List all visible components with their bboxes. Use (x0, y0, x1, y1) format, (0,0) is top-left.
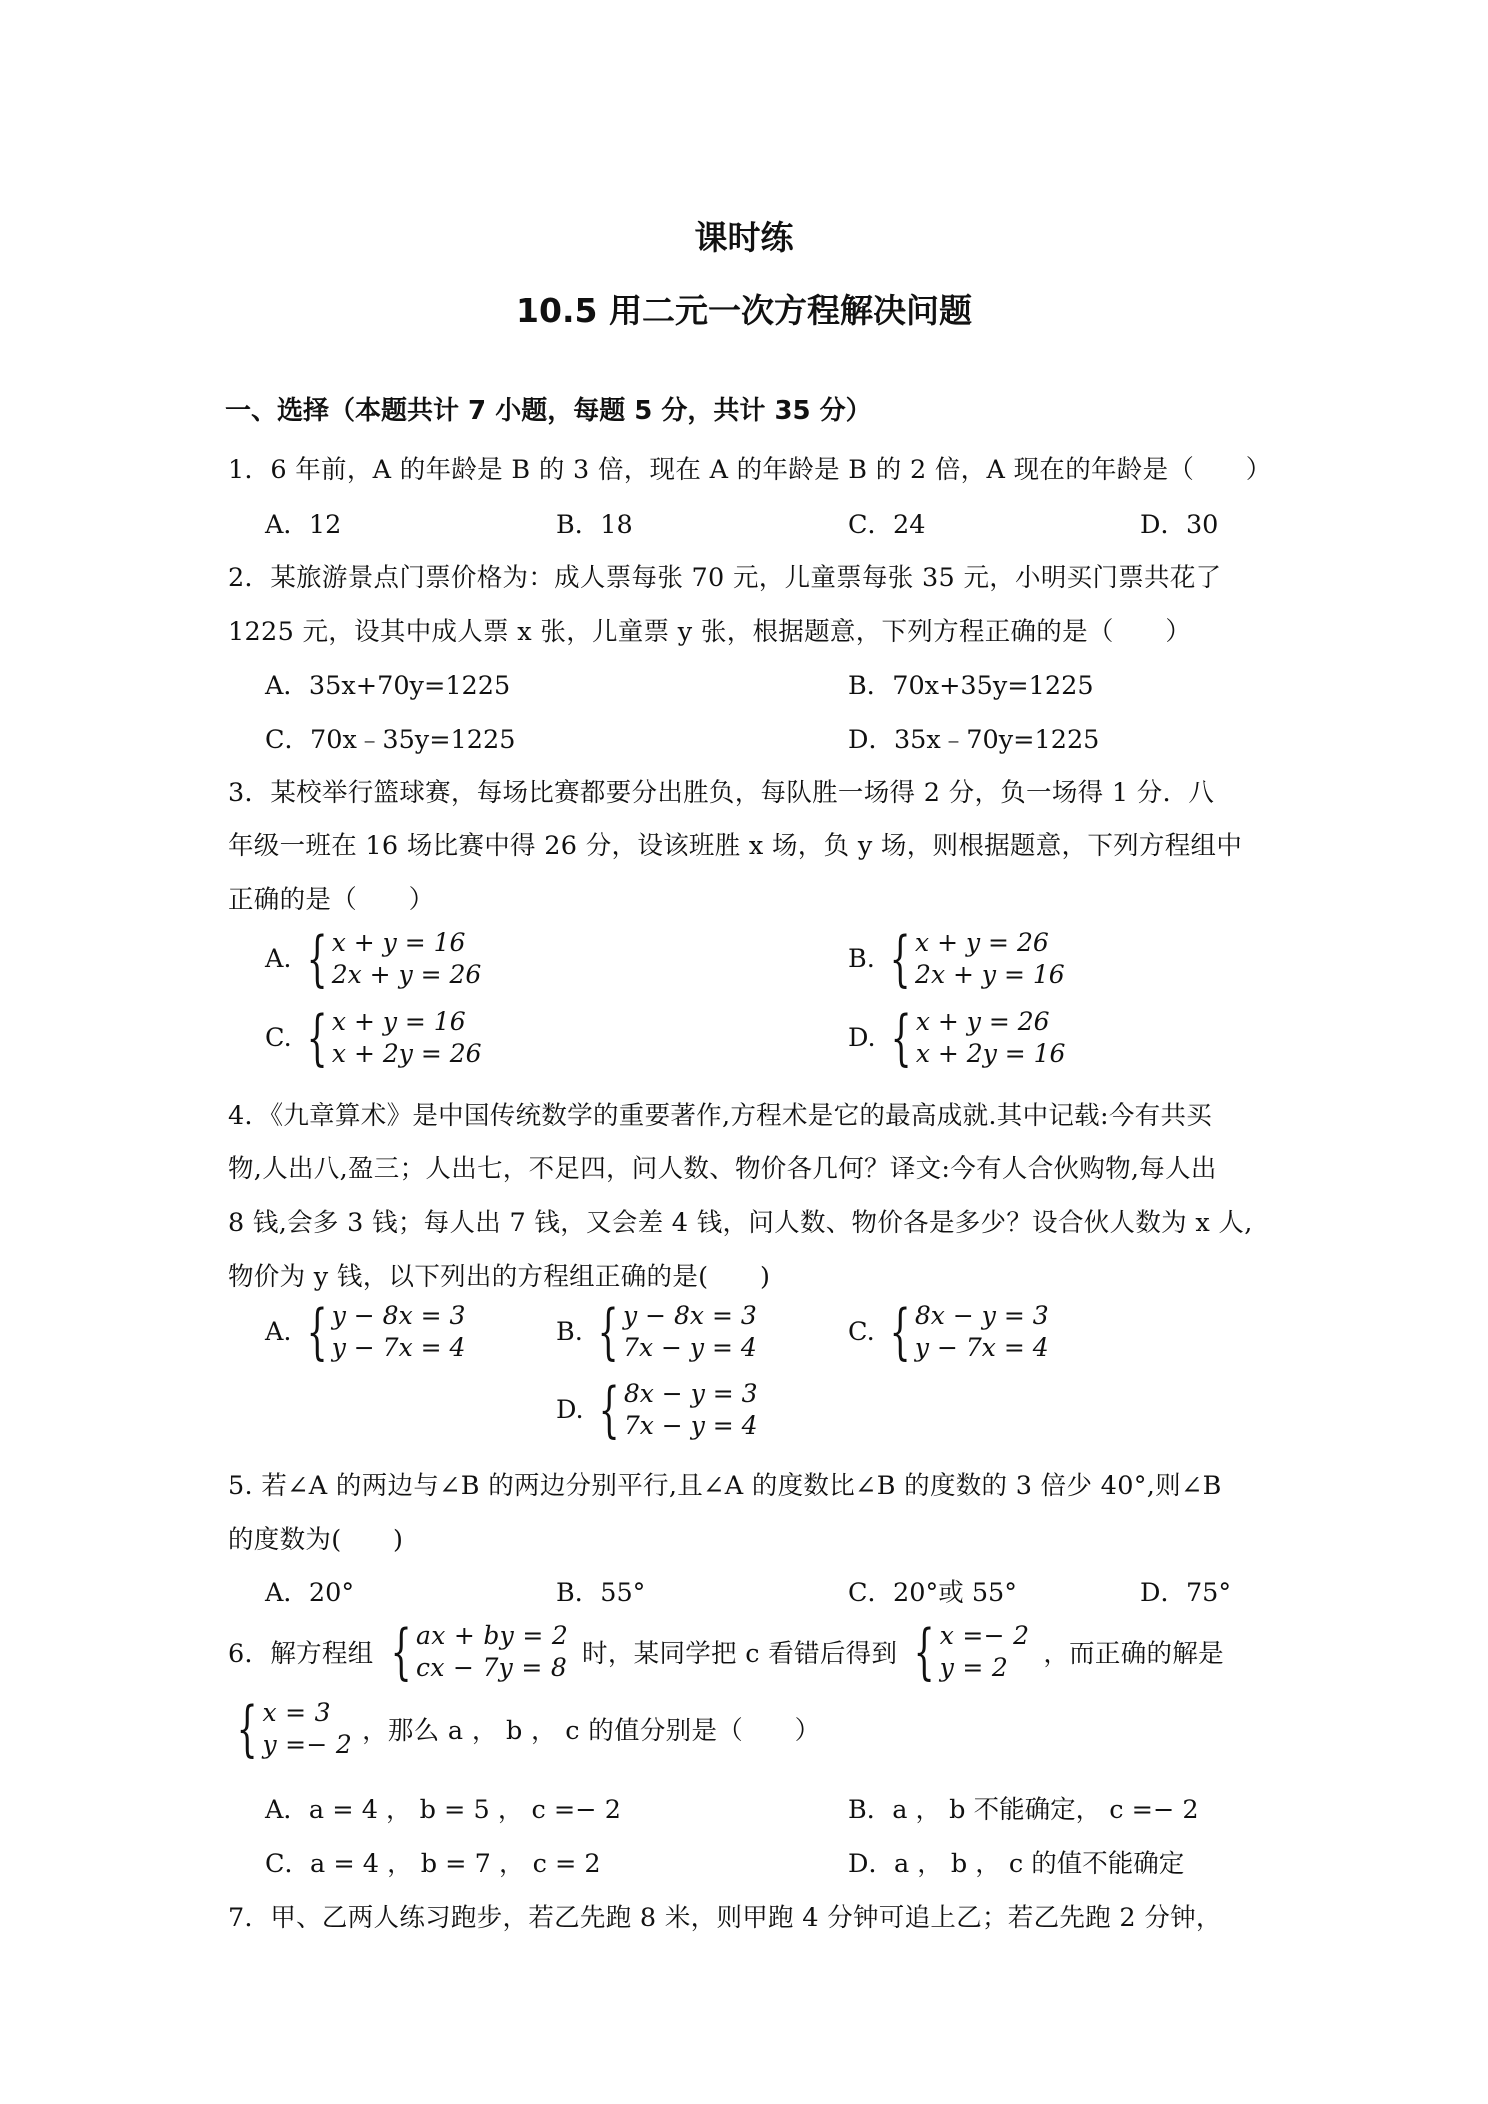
question-4-line-4: 物价为 y 钱，以下列出的方程组正确的是( ) (228, 1262, 771, 1292)
question-3-line-1: 3．某校举行篮球赛，每场比赛都要分出胜负，每队胜一场得 2 分，负一场得 1 分．八 (228, 778, 1215, 808)
brace-icon: { (236, 1694, 258, 1764)
brace-icon: { (598, 1375, 620, 1445)
question-5-option-d: D．75° (1140, 1578, 1232, 1608)
question-3-line-2: 年级一班在 16 场比赛中得 26 分，设该班胜 x 场，负 y 场，则根据题意，下列方程组中 (228, 831, 1243, 861)
question-3-option-c (265, 1003, 482, 1073)
option-label: C. (848, 1317, 875, 1347)
equation: x + 2y = 26 (331, 1039, 482, 1068)
option-label: B. (848, 944, 875, 974)
brace-icon: { (889, 924, 911, 994)
equation: 2x + y = 16 (915, 960, 1065, 989)
question-2-line-2: 1225 元，设其中成人票 x 张，儿童票 y 张，根据题意，下列方程正确的是（ ） (228, 617, 1192, 647)
brace-icon: { (889, 1297, 911, 1367)
question-2-option-c: C．70x﹣35y=1225 (265, 725, 516, 755)
question-6-option-d: D．a ， b ， c 的值不能确定 (848, 1849, 1185, 1879)
brace-icon: { (306, 924, 328, 994)
page-subtitle: 10.5 用二元一次方程解决问题 (516, 291, 972, 330)
equation: y = 2 (939, 1653, 1009, 1682)
question-3-line-3: 正确的是（ ） (228, 885, 435, 915)
question-2-option-d: D．35x﹣70y=1225 (848, 725, 1100, 755)
equation: y − 8x = 3 (331, 1301, 466, 1330)
brace-icon: { (306, 1003, 328, 1073)
equation: 7x − y = 4 (623, 1411, 758, 1440)
question-6-option-a: A．a = 4 ， b = 5 ， c =− 2 (265, 1795, 621, 1825)
equation: x + y = 16 (331, 928, 466, 957)
equation: x =− 2 (939, 1621, 1030, 1650)
question-6-option-c: C．a = 4 ， b = 7 ， c = 2 (265, 1849, 601, 1879)
question-4-line-1: 4．《九章算术》是中国传统数学的重要著作,方程术是它的最高成就.其中记载:今有共买 (228, 1101, 1213, 1131)
equation: x + y = 26 (915, 1007, 1050, 1036)
equation: 8x − y = 3 (914, 1301, 1049, 1330)
brace-icon: { (306, 1297, 328, 1367)
question-2-option-a: A．35x+70y=1225 (265, 671, 511, 701)
question-5-option-a: A．20° (265, 1578, 355, 1608)
question-1-text: 1．6 年前，A 的年龄是 B 的 3 倍，现在 A 的年龄是 B 的 2 倍，A 现在的年龄是（ ） (228, 455, 1272, 485)
question-6-suffix: ，而正确的解是 (1043, 1639, 1224, 1669)
equation: y − 7x = 4 (331, 1333, 466, 1362)
option-label: B. (556, 1317, 583, 1347)
equation: y =− 2 (262, 1730, 353, 1759)
equation: x + y = 16 (331, 1007, 466, 1036)
question-2-line-1: 2．某旅游景点门票价格为：成人票每张 70 元，儿童票每张 35 元，小明买门票共花了 (228, 563, 1222, 593)
question-1-option-a: A．12 (265, 510, 342, 540)
question-6-prefix: 6．解方程组 (228, 1639, 374, 1669)
question-6-option-b: B．a ， b 不能确定， c =− 2 (848, 1795, 1199, 1825)
question-6-mid: 时，某同学把 c 看错后得到 (582, 1639, 898, 1669)
brace-icon: { (913, 1617, 936, 1687)
question-4-option-b (556, 1297, 757, 1367)
question-6-line-2 (228, 1694, 821, 1764)
question-3-option-d (848, 1003, 1066, 1073)
option-label: C. (265, 1023, 292, 1053)
equation: cx − 7y = 8 (416, 1653, 568, 1682)
question-3-option-a (265, 924, 482, 994)
question-4-option-a (265, 1297, 466, 1367)
question-1-option-b: B．18 (556, 510, 633, 540)
section-heading: 一、选择（本题共计 7 小题，每题 5 分，共计 35 分） (225, 396, 872, 426)
question-1-option-d: D．30 (1140, 510, 1219, 540)
equation: x + 2y = 16 (915, 1039, 1066, 1068)
question-4-line-2: 物,人出八,盈三；人出七，不足四，问人数、物价各几何？译文:今有人合伙购物,每人出 (228, 1154, 1217, 1184)
option-label: D. (556, 1395, 584, 1425)
question-2-option-b: B．70x+35y=1225 (848, 671, 1094, 701)
option-label: A. (265, 944, 292, 974)
equation: 2x + y = 26 (331, 960, 482, 989)
equation: y − 7x = 4 (914, 1333, 1049, 1362)
question-6-line-1 (228, 1617, 1224, 1687)
question-5-option-b: B．55° (556, 1578, 646, 1608)
question-7-line-1: 7．甲、乙两人练习跑步，若乙先跑 8 米，则甲跑 4 分钟可追上乙；若乙先跑 2 分钟， (228, 1903, 1222, 1933)
question-3-option-b (848, 924, 1065, 994)
brace-icon: { (890, 1003, 912, 1073)
question-5-line-1: 5. 若∠A 的两边与∠B 的两边分别平行,且∠A 的度数比∠B 的度数的 3 倍少 40°,则∠B (228, 1471, 1222, 1501)
brace-icon: { (390, 1617, 412, 1687)
page-title: 课时练 (694, 218, 794, 257)
question-4-option-c (848, 1297, 1049, 1367)
question-1-option-c: C．24 (848, 510, 926, 540)
equation: 7x − y = 4 (623, 1333, 757, 1362)
equation: x = 3 (262, 1698, 331, 1727)
equation: 8x − y = 3 (623, 1379, 758, 1408)
equation: y − 8x = 3 (623, 1301, 757, 1330)
question-5-line-2: 的度数为( ) (228, 1525, 404, 1555)
option-label: D. (848, 1023, 876, 1053)
question-4-option-d (556, 1375, 758, 1445)
question-5-option-c: C．20°或 55° (848, 1578, 1018, 1608)
question-4-line-3: 8 钱,会多 3 钱；每人出 7 钱，又会差 4 钱，问人数、物价各是多少？设合伙人数为 x 人, (228, 1208, 1253, 1238)
equation: x + y = 26 (915, 928, 1049, 957)
equation: ax + by = 2 (416, 1621, 569, 1650)
option-label: A. (265, 1317, 292, 1347)
brace-icon: { (597, 1297, 619, 1367)
question-6-line-2-text: ，那么 a ， b ， c 的值分别是（ ） (362, 1716, 821, 1746)
